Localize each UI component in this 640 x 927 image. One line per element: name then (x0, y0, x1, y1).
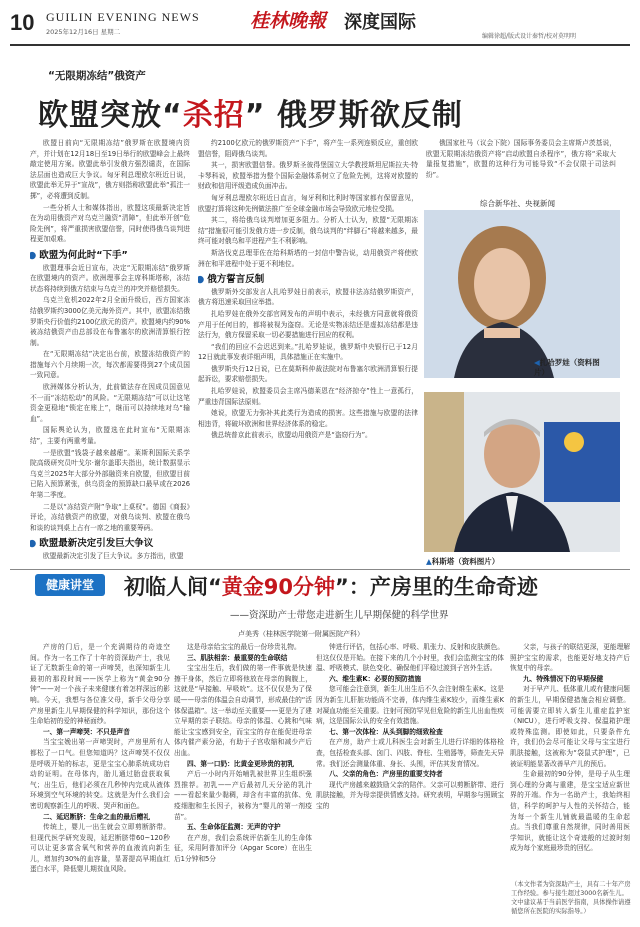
subheading: ● 欧盟最新决定引发巨大争议 (30, 539, 190, 550)
paragraph: 约2100亿欧元的俄罗斯资产“下手”，将产生一系列连锁反应，重创欧盟信誉，阻碍俄乌谈判。 (198, 139, 418, 158)
paragraph: 俄国家杜马（议会下院）国际事务委员会主席斯卢茨基说，欧盟无限期冻结俄资产将“启动欧盟自杀程序”，俄方将“采取大量报复措施”，欧盟的这种行为可能导致“不会仅限于司法纠纷”。 (426, 139, 616, 179)
paragraph: 您可能会注意到，新生儿出生后不久会注射维生素K。这是因为新生儿肝脏功能尚不完善，体内维生素K较少，而维生素K对凝血功能至关重要。注射可预防罕见但危险的新生儿出血性疾病，这是国际公认的安全有效措施。 (316, 685, 504, 726)
subheading: 四、第一口奶：比黄金更珍贵的初乳 (187, 759, 294, 768)
subheading: 五、生命体征监测：无声的守护 (187, 823, 281, 832)
paragraph: 乌克兰危机2022年2月全面升级后，西方国家冻结俄罗斯约3000亿美元海外资产。其中，欧盟冻结俄罗斯央行价值约2100亿欧元的资产。欧盟境内约90%被冻结俄资产由总部设在布鲁塞尔的欧洲清算银行控制。 (30, 296, 190, 347)
paragraph: 一是欧盟“钱袋子越来越瘪”。莱斯利国际关系学院高级研究员叶戈尔·谢尔盖耶夫指出，统计数据显示乌克兰2025年大部分外部融资来自欧盟，但欧盟目前已陷入预算紧张，供乌资金的预算缺口最早或在2026年第二季度。 (30, 448, 190, 499)
photo-zakharova (424, 210, 620, 378)
paragraph: 在产房，助产士或儿科医生会对新生儿进行详细的体格检查，包括检查头部、囟门、四肢、脊柱、生殖器等，筛查先天异常。我们还会测量体重、身长、头围，评估其发育情况。 (316, 738, 504, 768)
paragraph: 俄罗斯外交部发言人扎哈罗娃日前表示，欧盟非法冻结俄罗斯资产，俄方将迅速采取回应举措。 (198, 287, 418, 307)
paragraph: 对于早产儿、低体重儿或有健康问题的新生儿，早期保健措施会相应调整。可能需要立即转入新生儿重症监护室（NICU），进行呼吸支持、保温箱护理或特殊监测。即使如此，只要条件允许，我们仍会尽可能让父母与宝宝进行肌肤接触，这被称为“袋鼠式护理”，已被证明能显著改善早产儿的预后。 (510, 685, 630, 768)
paragraph: 其一，损害欧盟信誉。俄罗斯圣彼得堡国立大学教授斯坦尼斯拉夫·特卡琴科说，欧盟举措为整个国际金融体系树立了危险先例，这将对欧盟的财政和信用评级造成负面冲击。 (198, 161, 418, 191)
subheading: ● 欧盟为何此时“下手” (30, 251, 190, 262)
editors-line: 编辑徐超/版式设计秦哲/校对莫明明 (482, 33, 577, 40)
subheading: 七、第一次体检：从头到脚的细致检查 (329, 727, 443, 736)
subheading: 六、维生素K：必要的预防措施 (329, 674, 422, 683)
caption-text: 科斯塔（资料图片） (431, 557, 500, 566)
title-highlight: 黄金90分钟 (221, 575, 336, 599)
portrait-illustration (424, 392, 620, 552)
health-subtitle: ——资深助产士带您走进新生儿早期保健的科学世界 (230, 610, 449, 621)
portrait-illustration (424, 210, 620, 378)
subheading: 一、第一声啼哭：不只是声音 (43, 727, 130, 736)
title-part: ”：产房里的生命奇迹 (335, 575, 538, 599)
paragraph: 欧盟理事会近日宣布，决定“无限期冻结”俄罗斯在欧盟境内的资产。欧洲理事会主席科斯塔称，冻结状态将持续到俄方结束与乌克兰的冲突并赔偿损失。 (30, 263, 190, 293)
subheading: 九、特殊情况下的早期保健 (523, 674, 604, 683)
paragraph: 欧洲媒体分析认为，此前做法存在因成员国意见不一而“冻结松动”的风险。“无限期冻结”可以让这笔资金更稳地“锁定在账上”，继而可以持续地对乌“输血”。 (30, 383, 190, 423)
paragraph: 扎哈罗娃说，欧盟委员会主席冯德莱恩在“经济掠夺”性上一意孤行，严重违背国际法原则。 (198, 387, 418, 406)
paragraph: 她说，欧盟无力弥补其此类行为造成的损害。这些措施与欧盟的法律相违背，将破坏欧洲和世界经济体系的稳定。 (198, 409, 418, 428)
title-part: ” 俄罗斯欲反制 (244, 98, 463, 133)
paragraph: 欧盟日前向“无限期冻结”俄罗斯在欧盟境内资产，并计划在12月18日至19日举行的欧盟峰会上最终敲定使用方案。欧盟此举引发俄方强烈谴责，在国际法层面也造成巨大争议。匈牙利总理欧尔班近日说，欧盟此举无异于“宣战”，俄方则指称欧盟此举“孤注一掷”，必将遭到反制。 (30, 139, 190, 200)
article-column-2 (198, 138, 418, 570)
photo-caption (534, 358, 604, 378)
masthead (0, 0, 640, 52)
photo-caption (426, 556, 499, 567)
paragraph: 国际舆论认为，欧盟选在此时宣布“无限期冻结”，主要有两重考量。 (30, 426, 190, 446)
issue-date: 2025年12月16日 星期二 (46, 28, 121, 36)
health-column-2 (174, 642, 312, 922)
arrow-icon: ▲ (426, 557, 432, 566)
paragraph: 欧盟最新决定引发了巨大争议。多方指出，欧盟 (43, 551, 184, 560)
page-number: 10 (10, 10, 35, 35)
article-column-3 (426, 138, 616, 198)
paragraph: 在“无限期冻结”决定出台前，欧盟冻结俄资产的措施每六个月续期一次，每次都需要得到27个成员国一致同意。 (30, 350, 190, 380)
paragraph: 产房的门后，是一个充满期待的奇迹空间。作为一名工作了十年的资深助产士，我见证了无数新生命的第一声啼哭，也深知新生儿最初的那段时间——医学上称为“黄金90分钟”——对一个孩子未来健康有着怎样深远的影响。今天，我想与各位准父母，新手父母分享产房里新生儿早期保健的科学知识，那份这个生命始初的爱的神秘面纱。 (30, 643, 170, 726)
health-column-4 (510, 642, 630, 878)
paragraph: 现代产房越来越鼓励父亲的陪伴。父亲可以剪断脐带、进行肌肤接触，并为母亲提供情感支持。研究表明，早期参与照顾宝宝的 (316, 780, 504, 810)
photo-costa (424, 392, 620, 552)
byline: 综合新华社、央视新闻 (480, 199, 555, 208)
paper-name: GUILIN EVENING NEWS (46, 10, 200, 24)
title-highlight: 杀招 (182, 98, 245, 133)
caption-text: 扎哈罗娃（资料图片） (534, 358, 600, 377)
article-kicker: “无限期冻结”俄资产 (48, 70, 146, 82)
paragraph: 当宝宝娩出第一声啼哭时，产房里所有人都松了一口气。但您知道吗？这声啼哭不仅仅是呼吸开始的标志，更是宝宝心肺系统成功启动的证明。在母体内，胎儿通过胎盘获取氧气；出生后，他们必须在几秒钟内完成从液体环境到空气环境的转变。这就是为什么我们会密切观察新生儿的呼吸、哭声和面色。 (30, 738, 170, 810)
paragraph: 俄总统普京此前表示，欧盟动用俄资产是“盗窃行为”。 (211, 431, 372, 440)
health-column-3 (316, 642, 504, 922)
paragraph: 这是母亲给宝宝的最后一份珍贵礼物。 (187, 643, 301, 651)
paragraph: 一些分析人士和媒体指出，欧盟这项最新决定旨在为动用俄资产对乌克兰融资“清障”，但此举开创“危险先例”，将严重损害欧盟信誉，同时使得俄乌谈判进程更加艰难。 (30, 203, 190, 244)
subheading: 三、肌肤相亲：最重要的生命联结 (187, 653, 288, 662)
subheading: 二、延迟断脐：生命之血的最后赠礼 (43, 812, 150, 821)
paragraph: “我们的回应不会迟迟到来。”扎哈罗娃说，俄罗斯中央银行已于12月12日就此事发表详细声明，具体措施正在实施中。 (198, 342, 418, 362)
author-note: （本文作者为资深助产士，具有二十年产房工作经验。参与接生超过3000名新生儿。文中建议基于当前医学指南，具体操作请遵循您所在医院的实际指导。） (511, 881, 631, 915)
title-part: 欧盟突放“ (38, 98, 183, 133)
brand-logo: 桂林晚報 (250, 10, 327, 32)
health-column-1 (30, 642, 170, 922)
paragraph: 宝宝出生后，我们做的第一件事就是快速擦干身体，然后立即将他放在母亲的胸腹上，这就是“早接触、早吸吮”。这不仅仅是为了保暖——母亲的体温会自动调节，形成最佳的“活体保温箱”。这一举动至关重要——更是为了建立早期的亲子联结。母亲的体温、心跳和气味能让宝宝感到安全，而宝宝的存在能促进母亲体内催产素分泌，有助于子宫收缩和减少产后出血。 (174, 664, 312, 757)
paragraph: 产后一小时内开始哺乳被世界卫生组织强烈推荐。初乳——产后最初几天分泌的乳汁——看起来量少黏稠，却含有丰富的抗体、免疫细胞和生长因子，被称为“婴儿的第一剂疫苗”。 (174, 770, 312, 821)
article-column-1 (30, 138, 190, 570)
header-rule (10, 44, 630, 46)
author-line: 卢美秀（桂林医学院第一附属医院产科） (238, 630, 364, 638)
paragraph: 父亲，与孩子的联结更深，更能理解照护宝宝的需求，也能更好地支持产后恢复中的母亲。 (510, 643, 630, 673)
paragraph: 俄罗斯央行12日说，已在莫斯科仲裁法院对布鲁塞尔欧洲清算银行提起诉讼，要求赔偿损失。 (198, 364, 418, 384)
paragraph: 扎哈罗娃在俄外交部官网发布的声明中表示，未经俄方同意就将俄资产用于任何目的，都将被视为盗窃。无论是实物冻结还是虚拟冻结都是违法行为，俄方保留采取一切必要措施进行回应的权利。 (198, 309, 418, 340)
paragraph: 在产房，我们会系统评估新生儿的生命体征，采用阿普加评分（Apgar Score）在出生后1分钟和5分 (174, 833, 312, 863)
paragraph: 传统上，婴儿一出生就会立即剪断脐带。但现代医学研究发现，延迟断脐带60~120秒可以让更多富含氧气和营养的血液流向新生儿，增加约30%的血容量，显著提高早期血红蛋白水平，降低婴儿期贫血风险。 (30, 823, 170, 874)
column-badge: 健康讲堂 (35, 574, 105, 596)
health-title (124, 571, 538, 601)
paragraph: 生命最初的90分钟，是母子从生理到心理的分离与重建，是宝宝适应新世界的开端。作为一名助产士，我始终相信，科学的呵护与人性的关怀结合，能为每一个新生儿铺就最温暖的生命起点。当我们尊重自然规律，同时善用医学知识，就能让这个奇迹般的过渡时刻成为每个家庭最珍贵的回忆。 (510, 770, 630, 853)
paragraph: 匈牙利总理欧尔班近日直言，匈牙利和比利时等国家都有保留意见，欧盟打算将这种先例做法推广至全球金融市场会导致欧元地位受损。 (198, 193, 418, 213)
arrow-icon: ◀ (534, 358, 540, 367)
title-part: 初临人间“ (124, 575, 222, 599)
paragraph: 钟进行评估，包括心率、呼吸、肌张力、反射和皮肤颜色。但这仅仅是开始。在接下来的几个小时里，我们会监测宝宝的体温、呼吸模式、肤色变化、确保他们平稳过渡到子宫外生活。 (316, 643, 504, 673)
subheading: ● 俄方誓言反制 (198, 275, 418, 286)
paragraph: 斯洛伐克总理菲佐在给科斯塔的一封信中警告说，动用俄资产将使欧洲在和平进程中处于更不利地位。 (198, 248, 418, 268)
paragraph: 其二，将给俄乌谈判增加更多阻力。分析人士认为，欧盟“无限期冻结”措施很可能引发俄方进一步反制，俄乌谈判的“绊脚石”将越来越多，最终可能对俄乌和平进程产生不利影响。 (198, 216, 418, 246)
section-title: 深度国际 (344, 12, 416, 33)
article-title (38, 90, 463, 134)
subheading: 八、父亲的角色：产房里的重要支持者 (329, 770, 443, 779)
section-divider (10, 569, 630, 570)
paragraph: 二是以“冻结资产附”争取“上桌权”。德国《商报》评论，冻结俄资产的欧盟，对俄乌谈判、欧盟在俄乌和谈的谈判桌上占有一席之地的重要筹码。 (30, 502, 190, 532)
